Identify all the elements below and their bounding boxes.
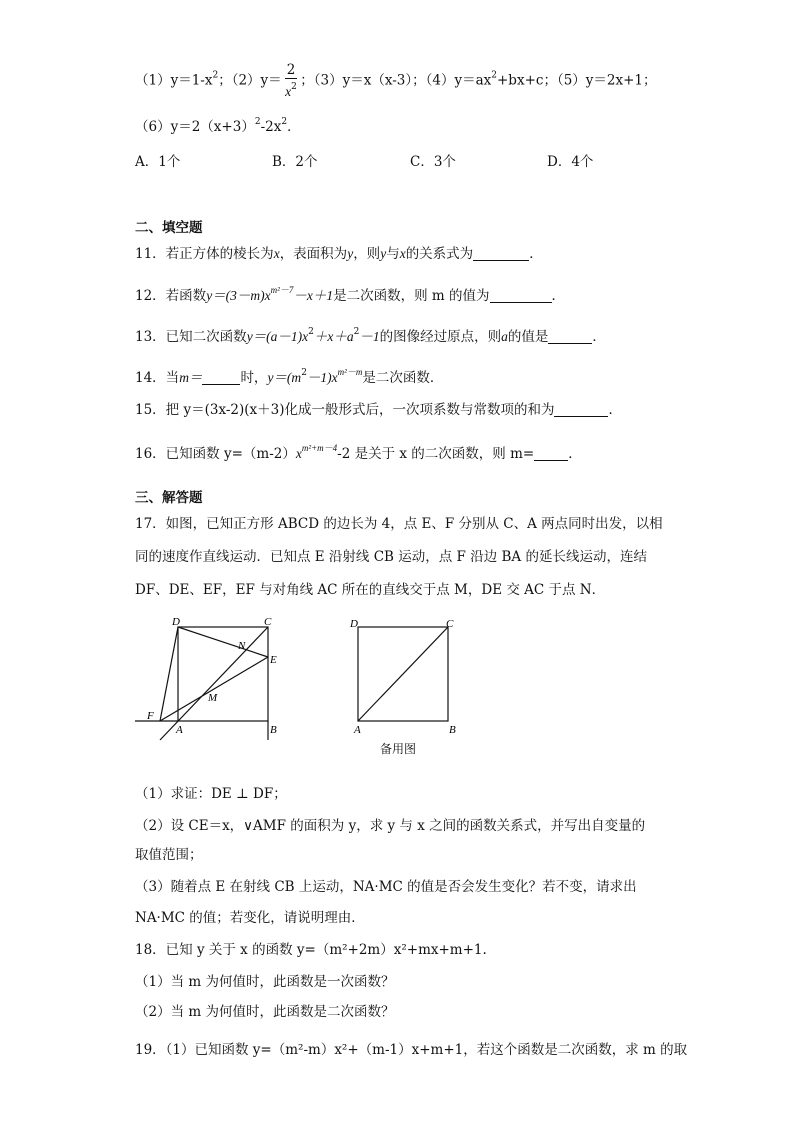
- q13: [135, 322, 606, 347]
- segment-df: [160, 627, 178, 721]
- q10-line1: [135, 62, 657, 100]
- q13-expr2: ＋x＋a: [313, 329, 354, 344]
- q16-b: -2 是关于 x 的二次函数，则 m=: [337, 446, 535, 462]
- q12-answer-blank[interactable]: [490, 288, 552, 303]
- q14-exp: m²－m: [337, 367, 363, 377]
- q16-exp: m²+m－4: [301, 443, 338, 453]
- q15-answer-blank[interactable]: [554, 402, 608, 417]
- q13-c: 的值是: [507, 329, 549, 345]
- q18-line1: 18．已知 y 关于 x 的函数 y=（m²+2m）x²+mx+m+1.: [135, 942, 487, 958]
- q18-line2: （1）当 m 为何值时，此函数是一次函数？: [135, 974, 395, 990]
- spare-label-c: C: [446, 618, 454, 630]
- q16-answer-blank[interactable]: [534, 446, 568, 461]
- q10-f6-sup: 2: [254, 117, 261, 127]
- label-m: M: [208, 692, 218, 704]
- q17-part2-line1: （2）设 CE＝x，∨AMF 的面积为 y，求 y 与 x 之间的函数关系式，并写出自变量的: [135, 818, 646, 834]
- q13-sup1: 2: [308, 327, 314, 337]
- q11-b: ，表面积为: [279, 246, 348, 262]
- section-2-heading: 二、填空题: [135, 220, 203, 236]
- q17-part3-line2: NA·MC 的值；若变化，请说明理由．: [135, 910, 365, 926]
- q13-a: 13．已知二次函数: [135, 329, 247, 345]
- q11-x: x: [273, 246, 280, 261]
- q17-line2: 同的速度作直线运动．已知点 E 沿射线 CB 运动，点 F 沿边 BA 的延长线运动，连结: [135, 549, 647, 565]
- label-a: A: [176, 724, 183, 736]
- q15-a: 15．把 y＝(3x-2)(x＋3)化成一般形式后，一次项系数与常数项的和为: [135, 402, 555, 418]
- frac-den-var: x: [285, 84, 292, 99]
- q17-part3-line1: （3）随着点 E 在射线 CB 上运动，NA·MC 的值是否会发生变化？若不变，请求出: [135, 879, 637, 895]
- q10-f2: ；（2）y＝: [218, 72, 282, 89]
- q12-exp: m²－7: [270, 285, 294, 295]
- q13-expr: y＝(a－1)x: [246, 329, 309, 344]
- frac-denominator: [285, 79, 298, 100]
- q13-end: ．: [592, 329, 606, 345]
- q10-line2: [135, 112, 301, 137]
- q14-answer-blank[interactable]: [202, 370, 240, 385]
- q11-y2: y: [380, 246, 387, 261]
- option-c: C．3个: [410, 154, 456, 170]
- frac-numerator: 2: [286, 62, 296, 78]
- q14: [135, 362, 443, 388]
- q15-end: ．: [608, 402, 622, 418]
- q11-e: 的关系式为: [405, 246, 474, 262]
- q11-x2: x: [399, 246, 406, 261]
- q14-c: 是二次函数．: [362, 370, 444, 386]
- q16-end: ．: [568, 446, 582, 462]
- segment-de: [178, 627, 268, 657]
- label-e: E: [270, 654, 277, 666]
- q17-line1: 17．如图，已知正方形 ABCD 的边长为 4，点 E、F 分别从 C、A 两点同时出发，以相: [135, 516, 663, 532]
- q14-sup: 2: [301, 368, 307, 378]
- q17-figure-main: [130, 615, 300, 745]
- q13-answer-blank[interactable]: [548, 329, 592, 344]
- option-b: B．2个: [272, 154, 318, 170]
- label-n: N: [238, 640, 246, 652]
- q16-a: 16．已知函数 y=（m-2）: [135, 446, 296, 462]
- q11-c: ，则: [353, 246, 381, 262]
- q16: [135, 438, 582, 464]
- q13-var: a: [501, 329, 508, 344]
- q14-expr: y＝(m: [267, 370, 302, 385]
- q13-expr3: －1: [359, 329, 380, 344]
- q10-f5: +bx+c；（5）y＝2x+1；: [497, 72, 657, 89]
- q10-fraction: [285, 62, 298, 100]
- label-f: F: [147, 710, 154, 722]
- spare-label-d: D: [350, 618, 358, 630]
- q11-answer-blank[interactable]: [473, 246, 529, 261]
- q10-f1: （1）y＝1-x: [135, 72, 213, 89]
- label-c: C: [264, 616, 272, 628]
- q10-f6: （6）y＝2（x+3）: [135, 119, 255, 135]
- q14-var: m＝: [179, 370, 203, 385]
- q12-b: 是二次函数，则 m 的值为: [333, 288, 490, 304]
- section-3-heading: 三、解答题: [135, 490, 203, 506]
- q10-sup4: 2: [491, 70, 497, 81]
- q16-base: x: [295, 446, 302, 461]
- label-d: D: [172, 616, 180, 628]
- q17-part1: （1）求证：DE ⊥ DF；: [135, 786, 287, 802]
- q12-a: 12．若函数: [135, 288, 207, 304]
- q18-line3: （2）当 m 为何值时，此函数是二次函数？: [135, 1004, 395, 1020]
- q13-sup2: 2: [353, 327, 360, 337]
- q15: [135, 400, 622, 420]
- spare-diagonal: [358, 627, 448, 721]
- option-d: D．4个: [547, 154, 594, 170]
- q13-b: 的图像经过原点，则: [379, 329, 502, 345]
- q14-a: 14．当: [135, 370, 180, 386]
- q11: [135, 244, 543, 264]
- spare-label-b: B: [449, 724, 456, 735]
- q11-end: ．: [529, 246, 543, 262]
- q12: [135, 280, 565, 306]
- q10-sup: 2: [212, 70, 219, 81]
- q19-line1: 19．（1）已知函数 y=（m²-m）x²+（m-1）x+m+1，若这个函数是二次函数，求 m 的取: [135, 1042, 688, 1058]
- q12-expr: y＝(3－m)x: [206, 288, 271, 303]
- spare-figure-caption: 备用图: [380, 742, 417, 756]
- q11-y: y: [347, 246, 354, 261]
- q11-a: 11．若正方体的棱长为: [135, 246, 274, 262]
- q12-end: ．: [551, 288, 566, 304]
- q10-f6c: ．: [287, 119, 301, 135]
- q10-f6b-sup: 2: [281, 117, 288, 127]
- q12-expr2: －x＋1: [293, 288, 334, 303]
- q11-d: 与: [386, 246, 400, 262]
- q10-f3: ；（3）y＝x（x-3）；（4）y＝ax: [300, 72, 492, 89]
- label-b: B: [270, 724, 277, 736]
- q17-line3: DF、DE、EF，EF 与对角线 AC 所在的直线交于点 M，DE 交 AC 于点 N．: [135, 582, 606, 598]
- q17-part2-line2: 取值范围；: [135, 847, 203, 863]
- q10-f6b: -2x: [260, 119, 282, 135]
- segment-ef: [160, 657, 268, 721]
- spare-label-a: A: [354, 724, 361, 735]
- q14-expr2: －1)x: [306, 370, 338, 385]
- frac-den-sup: 2: [291, 82, 297, 92]
- option-a: A．1个: [135, 154, 181, 170]
- q14-b: 时，: [240, 370, 268, 386]
- q17-figure-spare: [338, 615, 468, 735]
